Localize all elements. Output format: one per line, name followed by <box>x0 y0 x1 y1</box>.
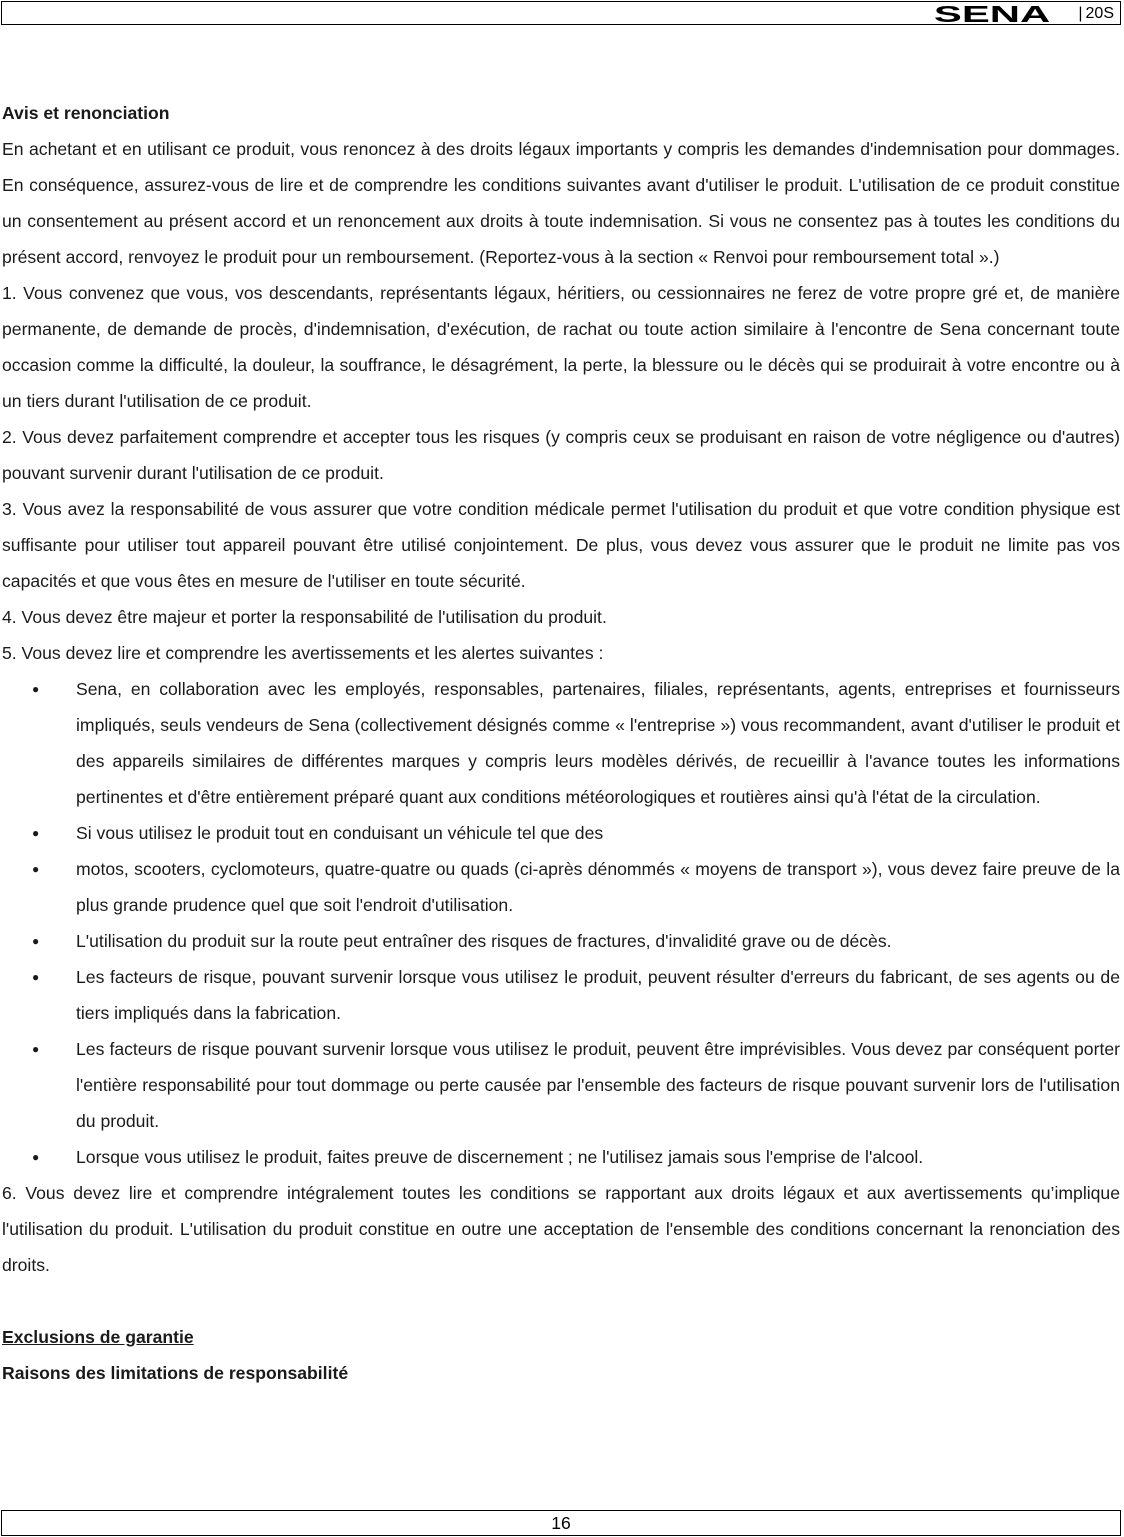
list-item <box>2 1031 1120 1139</box>
exclusions-title: Exclusions de garantie <box>2 1327 194 1347</box>
model-name: 20S <box>1085 5 1114 22</box>
page-footer <box>1 1510 1121 1536</box>
raisons-title: Raisons des limitations de responsabilité <box>2 1363 349 1383</box>
bullet-icon: ● <box>32 934 40 948</box>
avis-title: Avis et renonciation <box>2 103 170 123</box>
page-number: 16 <box>551 1513 571 1533</box>
document-body <box>2 95 1120 1391</box>
intro-paragraph: En achetant et en utilisant ce produit, vous renoncez à des droits légaux importants y compris les demandes d'indemnisation pour dommages. En conséquence, assurez-vous de lire et de comprendre les conditions suivantes avant d'utiliser le produit. L'utilisation de ce produit constitue un consentement au présent accord et un renoncement aux droits à toute indemnisation. Si vous ne consentez pas à toutes les conditions du présent accord, renvoyez le produit pour un remboursement. (Reportez-vous à la section « Renvoi pour remboursement total ».) <box>2 139 1120 267</box>
bullet-text: Sena, en collaboration avec les employés, responsables, partenaires, filiales, représentants, agents, entreprises et fournisseurs impliqués, seuls vendeurs de Sena (collectivement désignés comme « l'entreprise ») vous recommandent, avant d'utiliser le produit et des appareils similaires de différentes marques y compris leurs modèles dérivés, de recueillir à l'avance toutes les informations pertinentes et d'être entièrement préparé quant aux conditions météorologiques et routières ainsi qu'à l'état de la circulation. <box>76 679 1120 807</box>
bullet-text: Lorsque vous utilisez le produit, faites preuve de discernement ; ne l'utilisez jamais sous l'emprise de l'alcool. <box>76 1147 924 1167</box>
logo-text: SENA <box>933 4 1051 24</box>
bullet-text: L'utilisation du produit sur la route peut entraîner des risques de fractures, d'invalidité grave ou de décès. <box>76 931 892 951</box>
list-item <box>2 851 1120 923</box>
bullet-text: Si vous utilisez le produit tout en conduisant un véhicule tel que des <box>76 823 604 843</box>
bullet-icon: ● <box>32 682 40 696</box>
item-6: 6. Vous devez lire et comprendre intégralement toutes les conditions se rapportant aux droits légaux et aux avertissements qu’implique l'utilisation du produit. L'utilisation du produit constitue en outre une acceptation de l'ensemble des conditions concernant la renonciation des droits. <box>2 1183 1120 1275</box>
sena-logo <box>928 4 1058 24</box>
item-1: 1. Vous convenez que vous, vos descendants, représentants légaux, héritiers, ou cessionnaires ne ferez de votre propre gré et, de manière permanente, de demande de procès, d'indemnisation, d'exécution, de rachat ou toute action similaire à l'encontre de Sena concernant toute occasion comme la difficulté, la douleur, la souffrance, le désagrément, la perte, la blessure ou le décès qui se produirait à votre encontre ou à un tiers durant l'utilisation de ce produit. <box>2 283 1120 411</box>
list-item <box>2 1139 1120 1175</box>
bullet-text: motos, scooters, cyclomoteurs, quatre-quatre ou quads (ci-après dénommés « moyens de transport »), vous devez faire preuve de la plus grande prudence quel que soit l'endroit d'utilisation. <box>76 859 1120 915</box>
item-3: 3. Vous avez la responsabilité de vous assurer que votre condition médicale permet l'utilisation du produit et que votre condition physique est suffisante pour utiliser tout appareil pouvant être utilisé conjointement. De plus, vous devez vous assurer que le produit ne limite pas vos capacités et que vous êtes en mesure de l'utiliser en toute sécurité. <box>2 499 1120 591</box>
warning-list <box>2 671 1120 1175</box>
bullet-icon: ● <box>32 1042 40 1056</box>
list-item <box>2 923 1120 959</box>
item-5: 5. Vous devez lire et comprendre les avertissements et les alertes suivantes : <box>2 643 604 663</box>
bullet-text: Les facteurs de risque, pouvant survenir lorsque vous utilisez le produit, peuvent résulter d'erreurs du fabricant, de ses agents ou de tiers impliqués dans la fabrication. <box>76 967 1120 1023</box>
item-2: 2. Vous devez parfaitement comprendre et accepter tous les risques (y compris ceux se produisant en raison de votre négligence ou d'autres) pouvant survenir durant l'utilisation de ce produit. <box>2 427 1120 483</box>
section-spacer <box>2 1283 1120 1319</box>
bullet-icon: ● <box>32 970 40 984</box>
model-separator: | <box>1078 5 1083 22</box>
page-header <box>1 1 1121 25</box>
list-item <box>2 815 1120 851</box>
model-label <box>1078 4 1114 24</box>
item-4: 4. Vous devez être majeur et porter la responsabilité de l'utilisation du produit. <box>2 607 607 627</box>
list-item <box>2 671 1120 815</box>
bullet-text: Les facteurs de risque pouvant survenir lorsque vous utilisez le produit, peuvent être imprévisibles. Vous devez par conséquent porter l'entière responsabilité pour tout dommage ou perte causée par l'ensemble des facteurs de risque pouvant survenir lors de l'utilisation du produit. <box>76 1039 1120 1131</box>
list-item <box>2 959 1120 1031</box>
bullet-icon: ● <box>32 826 40 840</box>
bullet-icon: ● <box>32 862 40 876</box>
bullet-icon: ● <box>32 1150 40 1164</box>
